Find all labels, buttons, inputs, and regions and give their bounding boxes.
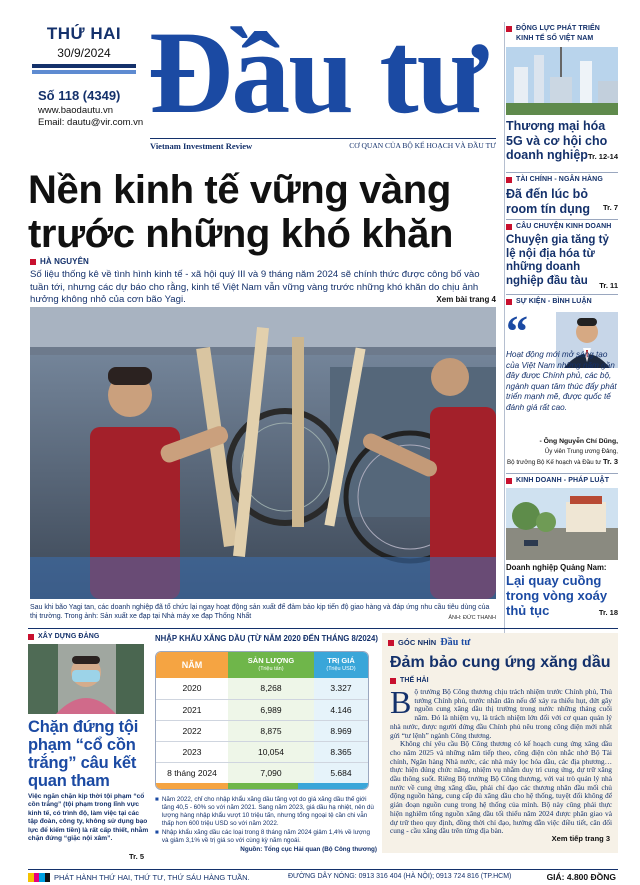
sidebar-1-label [506,24,618,44]
author-bullet [30,259,36,265]
sidebar-5-headline: Lại quay cuồng trong vòng xoáy thủ tục [506,573,608,618]
footer-rule [28,869,618,870]
table-row [156,762,368,783]
footer-schedule: PHÁT HÀNH THỨ HAI, THỨ TƯ, THỨ SÁU HÀNG TUẦN. [54,873,250,882]
import-table-grid [156,652,368,783]
sidebar-sep-1 [506,172,618,173]
footer-price: GIÁ: 4.800 ĐỒNG [546,872,616,882]
left-story-label-text: XÂY DỰNG ĐẢNG [38,633,100,640]
table-note-1-text: Năm 2022, chỉ cho nhập khẩu xăng dầu tăng vọt do giá xăng dầu thế giới tăng 40,5 - 60% so với năm 2021. Sang năm 2023, giá dầu hạ nhiệt, nên dù lượng hàng nhập khẩu vượt 10 triệu tấn, nhưng tổng ngoại tệ cần chi vẫn thấp hơn 600 triệu USD so với năm 2022. [161,796,374,827]
sidebar-sep-2 [506,219,618,220]
note-bullet: ■ [155,829,159,836]
right-story-p1: ộ trưởng Bộ Công thương chịu trách nhiệm trước Chính phủ, Thủ tướng Chính phủ, trước nhân dân nếu để xảy ra thiếu hụt, đứt gãy nguồn cung xăng dầu thị trường trong nước những tháng cuối năm. Đó là nhiệm vụ, là trách nhiệm lớn đối với cơ quan quản lý nhà nước, được người đứng đầu Chính phủ nêu trong công điện mới nhất gửi “tư lệnh” ngành Công thương. [390,687,612,740]
sidebar-2-page: Tr. 7 [602,203,618,212]
cell-value: 5.684 [314,762,368,783]
sidebar-5-page: Tr. 18 [598,608,618,617]
col-volume [228,652,314,678]
lead-author [30,257,89,266]
cell-volume: 10,054 [228,741,314,762]
quang-nam-street-photo [506,488,618,560]
right-story-author-name: THẾ HẢI [400,677,429,684]
sidebar-1-headline: Thương mại hóa 5G và cơ hội cho doanh nghiệp [506,119,608,162]
dropcap: B [390,684,412,720]
author-bullet [390,678,396,684]
label-bullet [506,299,512,305]
footer-color-strip [28,873,50,882]
col-value-label: TRỊ GIÁ [327,656,355,665]
sidebar-story-4[interactable] [506,298,618,466]
footer-hotline[interactable]: ĐƯỜNG DÂY NÓNG: 0913 316 404 (HÀ NỘI); 0913 724 816 (TP.HCM) [288,873,512,880]
cell-value: 4.146 [314,699,368,720]
right-story-label-text: GÓC NHÌN [398,638,437,647]
note-bullet: ■ [155,796,159,803]
sidebar-story-5[interactable] [506,477,618,618]
city-5g-photo [506,47,618,115]
sidebar-3-headline: Chuyện gia tăng tỷ lệ nội địa hóa từ những doanh nghiệp đầu tàu [506,234,609,287]
sidebar-4-label [506,298,618,305]
lead-headline-line2: trước những khó khăn [28,212,454,256]
date-label: 30/9/2024 [57,46,111,60]
lead-headline[interactable] [28,168,498,256]
table-row [156,699,368,720]
sidebar-3-page: Tr. 11 [599,281,618,290]
sidebar-3-label [506,223,618,230]
table-title: NHẬP KHẨU XĂNG DẦU (TỪ NĂM 2020 ĐẾN THÁNG 8/2024) [155,634,378,643]
date-divider [32,64,136,68]
col-value [314,652,368,678]
right-story-label [382,633,618,648]
import-table [155,651,369,790]
sidebar-story-1[interactable] [506,24,618,163]
sidebar-2-headline: Đã đến lúc bỏ room tín dụng [506,187,591,216]
masthead-subtitle-vn: CƠ QUAN CỦA BỘ KẾ HOẠCH VÀ ĐẦU TƯ [349,141,496,150]
lower-section-rule [28,628,618,629]
cell-volume: 8,268 [228,678,314,699]
sidebar-5-kicker: Doanh nghiệp Quảng Nam: [506,563,607,572]
sidebar-4-quote: Hoạt động mới mở sáng tạo của Việt Nam những năm gần đây được Chính phủ, các bộ, ngành quan tâm thúc đẩy phát triển mạnh mẽ, được quốc tế đánh giá rất cao. [506,350,617,412]
masthead-subtitle-en: Vietnam Investment Review [150,141,253,151]
left-story-photo [28,644,144,714]
sidebar-5-label-text: KINH DOANH - PHÁP LUẬT [516,477,610,484]
table-row [156,720,368,741]
left-story-label [28,633,150,640]
sidebar-2-label [506,176,618,183]
label-bullet [28,634,34,640]
table-footer-bar [156,783,368,789]
sidebar-5-label [506,477,618,484]
left-story[interactable] [28,633,150,861]
quote-role2-text: Bộ trưởng Bộ Kế hoạch và Đầu tư [507,459,602,466]
sidebar-sep-4 [506,473,618,474]
label-bullet [506,177,512,183]
sidebar-1-page: Tr. 12-14 [587,152,618,161]
court-defendant-photo [28,644,144,714]
right-story-p2: Không chỉ yêu cầu Bộ Công thương có kế hoạch cung ứng xăng dầu cho năm 2025 và những năm tiếp theo, công điện còn nhắc nhở Bộ Tài chính, Ngân hàng Nhà nước, các nhà máy lọc hóa dầu, các địa phương… thực hiện đúng chức năng, nhiệm vụ nhằm duy trì cung ứng, dự trữ xăng dầu thông suốt. Riêng Bộ trưởng Bộ Công thương, với vai trò quản lý nhà nước về cung ứng xăng dầu, phải chỉ đạo các thương nhân đầu mối chủ động nguồn hàng, cung cấp đủ xăng dầu cho hệ thống, tuyệt đối không để gián đoạn nguồn cung trong hệ thống của mình. Bộ này cũng phải thực hiện nghiêm tổng nguồn xăng dầu tối thiểu năm 2024 được phân giao và dự trữ theo quy định, đồng thời chỉ đạo, hướng dẫn việc điều tiết, cân đối cung - cầu xăng dầu trên từng địa bàn. [390,739,612,836]
right-story-author [390,677,618,684]
col-value-unit: (Triệu USD) [326,666,356,672]
masthead-info [26,24,142,74]
sidebar-story-2[interactable] [506,176,618,216]
quote-role1: Ủy viên Trung ương Đảng, [544,448,618,455]
label-bullet [506,26,512,32]
quote-author: - Ông Nguyễn Chí Dũng, [539,438,618,445]
caption-text: Sau khi bão Yagi tan, các doanh nghiệp đã tổ chức lại ngay hoạt động sản xuất để đảm bảo kịp tiến độ giao hàng và đáp ứng nhu cầu tiêu dùng của thị trường. Trong ảnh: Sản xuất xe đạp tại Nhà máy xe đạp Thống Nhất [30,604,490,620]
date-divider-light [32,70,136,74]
sidebar-divider [504,22,505,642]
sidebar-1-label-text: ĐỘNG LỰC PHÁT TRIỂN KINH TẾ SỐ VIỆT NAM [516,25,600,42]
import-table-box [155,634,377,853]
cell-value: 8.969 [314,720,368,741]
label-bullet [388,640,394,646]
sidebar-4-label-text: SỰ KIỆN - BÌNH LUẬN [516,298,592,305]
masthead-title: Đầu tư [148,14,486,138]
lead-headline-line1: Nền kinh tế vững vàng [28,168,451,212]
footer-bar [0,870,640,885]
quote-mark-icon: “ [506,307,528,356]
lead-author-name: HÀ NGUYÊN [40,257,89,266]
lead-see-more[interactable]: Xem bài trang 4 [436,295,496,304]
cell-year: 2022 [156,720,228,741]
cell-year: 2023 [156,741,228,762]
sidebar-1-photo [506,47,618,115]
right-story[interactable] [382,633,618,853]
issue-number: Số 118 (4349) [38,88,121,103]
day-label: THỨ HAI [46,24,122,43]
lead-summary: Số liệu thống kê về tình hình kinh tế - xã hội quý III và 9 tháng năm 2024 sẽ chính thức được công bố vào tuần tới, nhưng các dự báo cho rằng, kinh tế Việt Nam vẫn vững vàng trước những khó khăn do chịu ảnh hưởng không nhỏ của cơn bão Yagi. [30,269,480,306]
website[interactable]: www.baodautu.vn [38,105,113,116]
sidebar-5-photo [506,488,618,560]
cell-volume: 8,875 [228,720,314,741]
quote-role2 [506,457,618,466]
right-story-body [390,684,612,836]
issue-info [38,88,148,128]
left-story-page: Tr. 5 [128,852,144,861]
sidebar-2-label-text: TÀI CHÍNH - NGÂN HÀNG [516,176,603,183]
col-year-label: NĂM [181,660,203,670]
sidebar-sep-3 [506,294,618,295]
cell-year: 2021 [156,699,228,720]
table-row [156,678,368,699]
factory-photo-illustration [30,307,496,599]
label-bullet [506,478,512,484]
cell-volume: 6,989 [228,699,314,720]
table-source: Nguồn: Tổng cục Hải quan (Bộ Công thương) [240,846,377,853]
table-note-2 [155,829,377,845]
cell-value: 8.365 [314,741,368,762]
col-year [156,652,228,678]
right-story-see-more[interactable]: Xem tiếp trang 3 [551,834,610,843]
right-story-label-brand: Đầu tư [440,637,471,648]
masthead-rule [150,138,496,139]
lead-caption [30,603,496,623]
label-bullet [506,224,512,230]
col-volume-label: SẢN LƯỢNG [247,656,295,665]
table-note-1 [155,796,377,828]
email[interactable]: Email: dautu@vir.com.vn [38,117,144,128]
cell-volume: 7,090 [228,762,314,783]
sidebar-3-label-text: CÂU CHUYỆN KINH DOANH [516,223,612,230]
cell-year: 2020 [156,678,228,699]
left-story-headline: Chặn đứng tội phạm “cổ cồn trắng” câu kết quan tham [28,718,139,790]
lead-photo [30,307,496,599]
col-volume-unit: (Triệu tấn) [258,666,284,672]
sidebar-4-page: Tr. 3 [602,457,618,466]
table-row [156,741,368,762]
photo-credit: ẢNH: ĐỨC THANH [448,615,496,621]
cell-year: 8 tháng 2024 [167,767,217,778]
left-story-text: Việc ngăn chặn kịp thời tội phạm “cổ cồn trắng” (tội phạm trong lĩnh vực kinh tế, có trình độ, làm việc tại các tập đoàn, công ty, không sử dụng bạo lực để kiếm tiền) là rất cấp thiết, nhằm chặn đứng “giặc nội xâm”. [28,793,149,843]
sidebar-story-3[interactable] [506,223,618,288]
table-note-2-text: Nhập khẩu xăng dầu các loại trong 8 tháng năm 2024 giảm 1,4% về lượng và giảm 3,1% về trị giá so với cùng kỳ năm ngoái. [161,829,371,844]
cell-value: 3.327 [314,678,368,699]
right-story-headline: Đảm bảo cung ứng xăng dầu [390,654,611,671]
